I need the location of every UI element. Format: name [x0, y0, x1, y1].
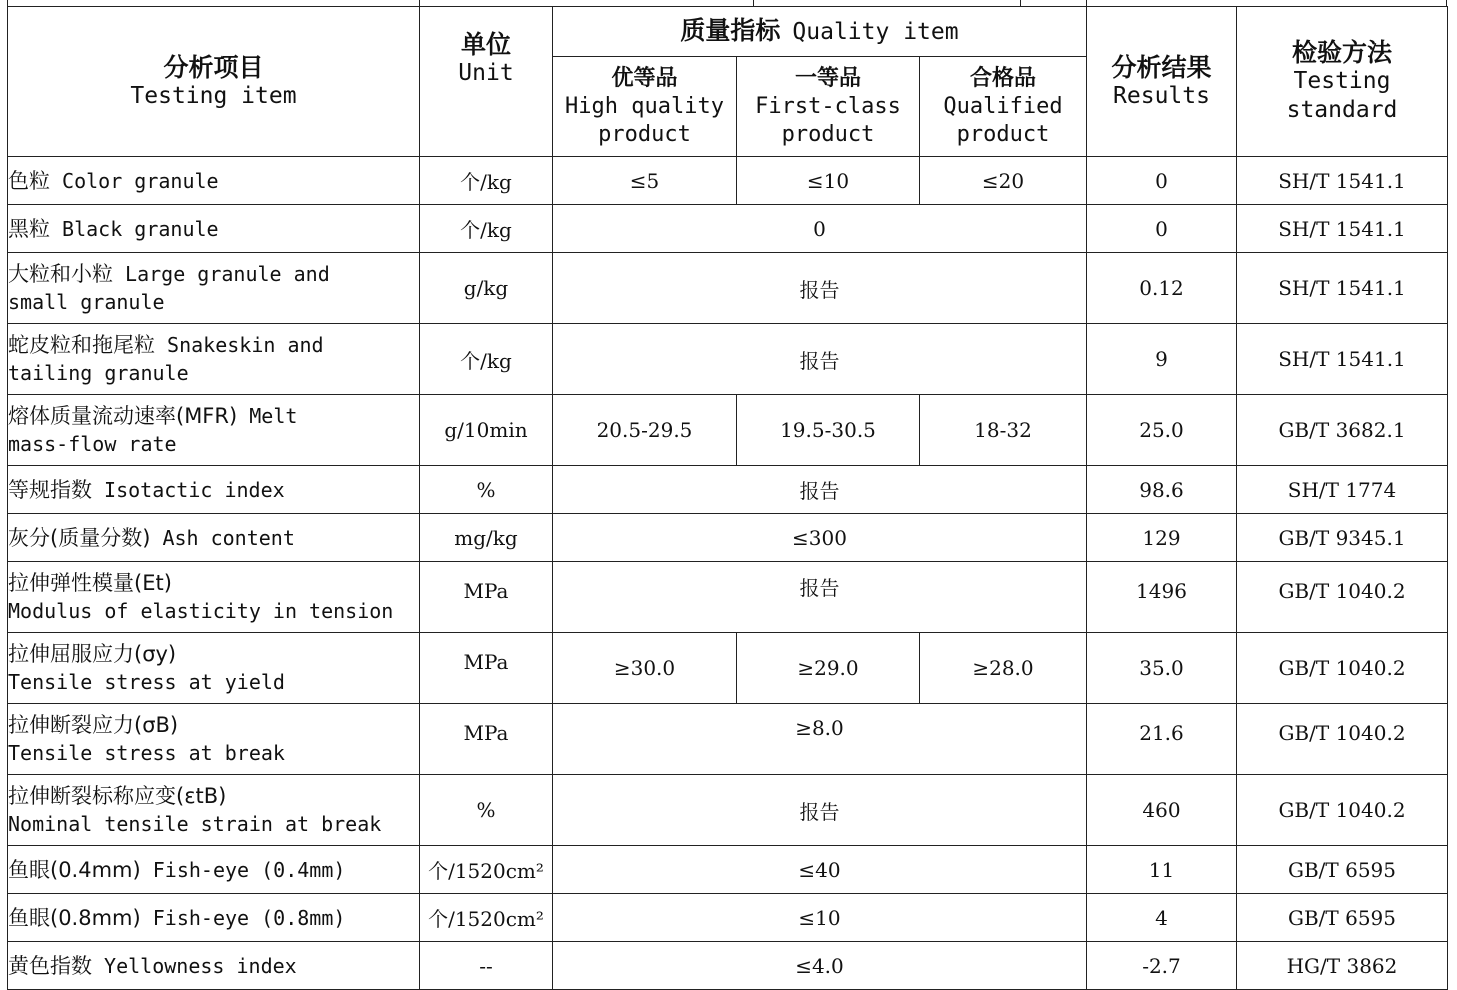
testing-item-cell	[8, 395, 420, 466]
header-quality-item-cn: 质量指标	[680, 16, 781, 45]
table-row	[8, 395, 1448, 466]
standard-cell: SH/T 1541.1	[1237, 157, 1448, 205]
item-cn: 黑粒	[8, 216, 50, 241]
testing-item-cell	[8, 466, 420, 514]
item-en: Fish-eye (0.8mm)	[152, 905, 346, 930]
result-cell: 25.0	[1087, 395, 1237, 466]
testing-item-cell	[8, 205, 420, 253]
header-high-cn: 优等品	[611, 66, 678, 91]
high-quality-cell: 20.5-29.5	[553, 395, 737, 466]
testing-item-cell	[8, 894, 420, 942]
result-cell: 0.12	[1087, 253, 1237, 324]
testing-item-cell	[8, 704, 420, 775]
table-row	[8, 253, 1448, 324]
item-en: Isotactic index	[104, 477, 285, 502]
quality-spec-cell: ≤300	[553, 514, 1087, 562]
item-en: Large granule and	[125, 262, 330, 286]
header-unit	[420, 7, 553, 157]
item-en: Ash content	[162, 525, 295, 550]
table-row	[8, 514, 1448, 562]
unit-cell: 个/kg	[420, 324, 553, 395]
header-results-en: Results	[1113, 82, 1210, 109]
item-cn: 拉伸弹性模量(Et)	[8, 571, 172, 595]
unit-cell: g/kg	[420, 253, 553, 324]
unit-cell: %	[420, 466, 553, 514]
header-standard-en2: standard	[1286, 97, 1398, 123]
high-quality-cell: ≥30.0	[553, 633, 737, 704]
testing-item-cell	[8, 253, 420, 324]
table-row	[8, 324, 1448, 395]
standard-cell: SH/T 1774	[1237, 466, 1448, 514]
result-cell: 21.6	[1087, 704, 1237, 775]
standard-cell: GB/T 6595	[1237, 846, 1448, 894]
item-en-line2: Modulus of elasticity in tension	[8, 599, 394, 623]
table-row	[8, 846, 1448, 894]
standard-cell: SH/T 1541.1	[1237, 205, 1448, 253]
unit-cell: %	[420, 775, 553, 846]
header-results	[1087, 7, 1237, 157]
quality-spec-cell: ≤10	[553, 894, 1087, 942]
testing-item-cell	[8, 562, 420, 633]
testing-item-cell	[8, 942, 420, 990]
quality-spec-cell: 报告	[553, 324, 1087, 395]
header-testing-item	[8, 7, 420, 157]
item-cn: 熔体质量流动速率(MFR)	[8, 404, 238, 428]
header-results-cn: 分析结果	[1111, 52, 1212, 82]
result-cell: 4	[1087, 894, 1237, 942]
quality-spec-cell: 0	[553, 205, 1087, 253]
quality-spec-cell: 报告	[553, 466, 1087, 514]
testing-item-cell	[8, 633, 420, 704]
result-cell: 0	[1087, 157, 1237, 205]
header-unit-cn: 单位	[460, 29, 511, 59]
table-row	[8, 775, 1448, 846]
unit-cell: 个/1520cm²	[420, 894, 553, 942]
item-cn: 拉伸屈服应力(σy)	[8, 642, 177, 666]
item-cn: 蛇皮粒和拖尾粒	[8, 333, 155, 357]
table-row	[8, 894, 1448, 942]
unit-cell: 个/kg	[420, 205, 553, 253]
item-en: Fish-eye (0.4mm)	[152, 857, 346, 882]
item-en: Melt	[249, 404, 298, 428]
result-cell: 35.0	[1087, 633, 1237, 704]
standard-cell: SH/T 1541.1	[1237, 324, 1448, 395]
standard-cell: GB/T 3682.1	[1237, 395, 1448, 466]
result-cell: 98.6	[1087, 466, 1237, 514]
header-testing-item-cn: 分析项目	[163, 52, 264, 82]
header-qualified-en2: product	[956, 122, 1050, 147]
item-en: Snakeskin and	[167, 333, 324, 357]
result-cell: 0	[1087, 205, 1237, 253]
quality-spec-table	[7, 6, 1448, 990]
item-en: Yellowness index	[104, 953, 297, 978]
quality-spec-cell: ≥8.0	[553, 704, 1087, 775]
header-unit-en: Unit	[458, 59, 514, 86]
testing-item-cell	[8, 846, 420, 894]
item-en-line2: Tensile stress at break	[8, 741, 285, 765]
item-cn: 灰分(质量分数)	[8, 525, 151, 550]
testing-item-cell	[8, 514, 420, 562]
header-first-en1: First-class	[755, 94, 901, 119]
standard-cell: SH/T 1541.1	[1237, 253, 1448, 324]
unit-cell: MPa	[420, 704, 553, 775]
standard-cell: GB/T 1040.2	[1237, 775, 1448, 846]
unit-cell: g/10min	[420, 395, 553, 466]
result-cell: 1496	[1087, 562, 1237, 633]
header-row-1	[8, 7, 1448, 57]
unit-cell: mg/kg	[420, 514, 553, 562]
header-qualified	[920, 57, 1087, 157]
testing-item-cell	[8, 324, 420, 395]
standard-cell: GB/T 1040.2	[1237, 633, 1448, 704]
item-cn: 色粒	[8, 168, 50, 193]
testing-item-cell	[8, 157, 420, 205]
table-row	[8, 157, 1448, 205]
header-standard-cn: 检验方法	[1291, 38, 1392, 67]
header-first-cn: 一等品	[794, 66, 861, 91]
item-cn: 拉伸断裂标称应变(εtB)	[8, 784, 227, 808]
header-high-en2: product	[598, 122, 691, 147]
item-en-line2: tailing granule	[8, 361, 189, 385]
standard-cell: HG/T 3862	[1237, 942, 1448, 990]
header-quality-item	[553, 7, 1087, 57]
qualified-cell: 18-32	[920, 395, 1087, 466]
first-class-cell: 19.5-30.5	[737, 395, 920, 466]
item-cn: 大粒和小粒	[8, 262, 113, 286]
quality-spec-cell: ≤40	[553, 846, 1087, 894]
result-cell: 129	[1087, 514, 1237, 562]
unit-cell: MPa	[420, 633, 553, 704]
qualified-cell: ≤20	[920, 157, 1087, 205]
first-class-cell: ≥29.0	[737, 633, 920, 704]
unit-cell: MPa	[420, 562, 553, 633]
result-cell: 460	[1087, 775, 1237, 846]
header-standard-en1: Testing	[1293, 68, 1391, 94]
standard-cell: GB/T 9345.1	[1237, 514, 1448, 562]
table-row	[8, 704, 1448, 775]
item-en-line2: Tensile stress at yield	[8, 670, 285, 694]
item-cn: 拉伸断裂应力(σB)	[8, 713, 179, 737]
quality-spec-cell: 报告	[553, 775, 1087, 846]
quality-spec-cell: 报告	[553, 562, 1087, 633]
quality-spec-cell: ≤4.0	[553, 942, 1087, 990]
item-cn: 等规指数	[8, 477, 92, 502]
standard-cell: GB/T 6595	[1237, 894, 1448, 942]
item-en-line2: mass-flow rate	[8, 432, 177, 456]
item-en: Black granule	[62, 216, 219, 241]
item-en-line2: Nominal tensile strain at break	[8, 812, 382, 836]
table-row	[8, 942, 1448, 990]
table-row	[8, 633, 1448, 704]
quality-spec-cell: 报告	[553, 253, 1087, 324]
first-class-cell: ≤10	[737, 157, 920, 205]
item-cn: 黄色指数	[8, 953, 92, 978]
item-en: Color granule	[62, 168, 219, 193]
result-cell: 9	[1087, 324, 1237, 395]
table-row	[8, 562, 1448, 633]
item-cn: 鱼眼(0.8mm)	[8, 905, 141, 930]
header-quality-item-en: Quality item	[792, 19, 959, 45]
header-first-en2: product	[781, 122, 875, 147]
header-high-quality	[553, 57, 737, 157]
unit-cell: 个/kg	[420, 157, 553, 205]
header-qualified-en1: Qualified	[943, 94, 1063, 119]
header-testing-item-en: Testing item	[130, 82, 297, 109]
result-cell: -2.7	[1087, 942, 1237, 990]
quality-inspection-sheet	[7, 6, 1447, 990]
header-qualified-cn: 合格品	[969, 66, 1036, 91]
standard-cell: GB/T 1040.2	[1237, 704, 1448, 775]
item-cn: 鱼眼(0.4mm)	[8, 857, 141, 882]
result-cell: 11	[1087, 846, 1237, 894]
unit-cell: --	[420, 942, 553, 990]
header-first-class	[737, 57, 920, 157]
item-en-line2: small granule	[8, 290, 165, 314]
standard-cell: GB/T 1040.2	[1237, 562, 1448, 633]
table-row	[8, 466, 1448, 514]
high-quality-cell: ≤5	[553, 157, 737, 205]
table-row	[8, 205, 1448, 253]
qualified-cell: ≥28.0	[920, 633, 1087, 704]
testing-item-cell	[8, 775, 420, 846]
unit-cell: 个/1520cm²	[420, 846, 553, 894]
header-high-en1: High quality	[565, 94, 724, 119]
header-testing-standard	[1237, 7, 1448, 157]
